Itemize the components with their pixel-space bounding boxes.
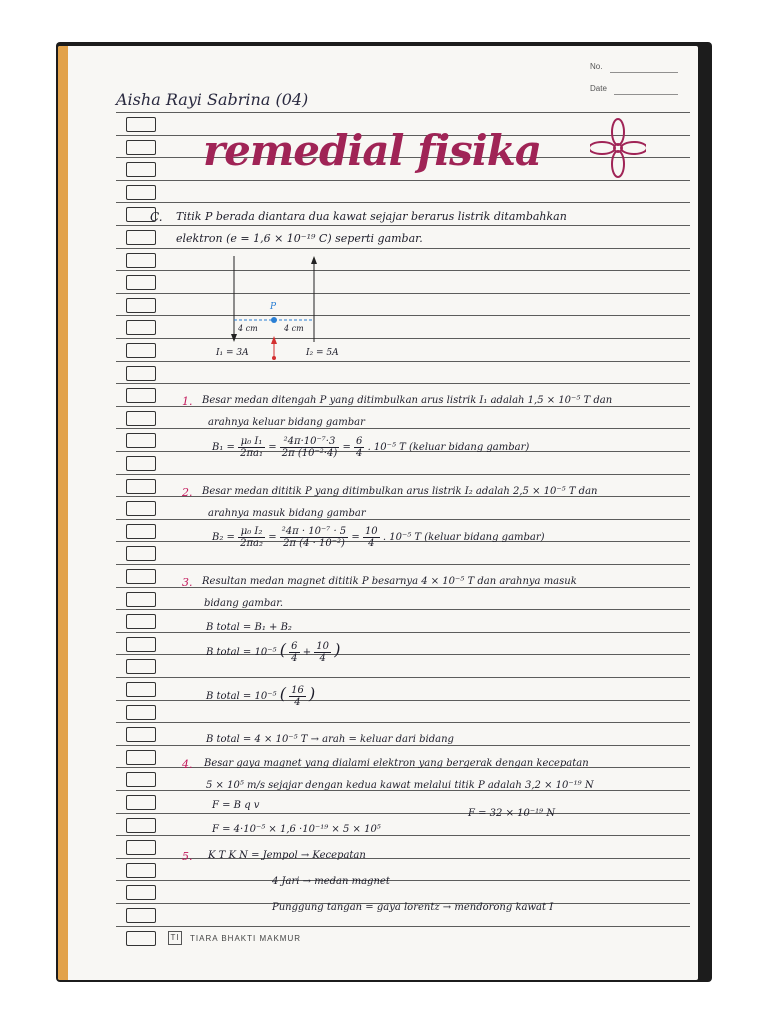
flower-doodle-icon	[590, 118, 646, 178]
page-binding-edge	[58, 46, 68, 980]
margin-box	[126, 433, 156, 448]
distance-left-label: 4 cm	[238, 324, 258, 333]
margin-box	[126, 772, 156, 787]
brand-logo-icon: TI	[168, 931, 182, 945]
eq-fraction	[238, 526, 265, 549]
ruled-line	[116, 677, 690, 678]
question-line-1: Titik P berada diantara dua kawat sejajar berarus listrik ditambahkan	[176, 210, 567, 223]
item-2-equation	[212, 526, 545, 549]
ruled-line	[116, 428, 690, 429]
item-3-line-1: B total = B₁ + B₂	[206, 622, 292, 633]
margin-box	[126, 524, 156, 539]
item-1-text-1: Besar medan ditengah P yang ditimbulkan arus listrik I₁ adalah 1,5 × 10⁻⁵ T dan	[202, 395, 613, 406]
margin-box	[126, 253, 156, 268]
ruled-line	[116, 835, 690, 836]
item-4-line-2: F = 4·10⁻⁵ × 1,6 ·10⁻¹⁹ × 5 × 10⁵	[212, 824, 381, 835]
item-2-text-2: arahnya masuk bidang gambar	[208, 508, 366, 519]
eq-lhs: B total = 10⁻⁵	[206, 647, 277, 658]
ruled-line	[116, 225, 690, 226]
page-title: remedial fisika	[203, 126, 542, 175]
ruled-line	[116, 519, 690, 520]
eq-numerator: μ₀ I₂	[238, 526, 265, 538]
eq-numerator: ²4π · 10⁻⁷ · 5	[281, 526, 347, 537]
item-5-number: 5.	[182, 850, 193, 863]
ruled-line	[116, 180, 690, 181]
margin-box	[126, 727, 156, 742]
date-line	[614, 94, 678, 95]
eq-numerator: 6	[356, 436, 363, 447]
margin-box	[126, 366, 156, 381]
item-1-equation	[212, 436, 529, 459]
eq-fraction	[314, 641, 331, 664]
eq-denominator: 4	[356, 448, 363, 459]
margin-box	[126, 546, 156, 561]
eq-denominator: 2π (10⁻²·4)	[281, 448, 338, 459]
eq-lhs: B₂ =	[212, 532, 235, 543]
ruled-line	[116, 564, 690, 565]
item-1-number: 1.	[182, 395, 193, 408]
margin-box	[126, 750, 156, 765]
item-4-result: F = 32 × 10⁻¹⁹ N	[468, 808, 556, 819]
margin-box	[126, 840, 156, 855]
brand-name: TIARA BHAKTI MAKMUR	[190, 933, 302, 943]
item-4-text-1: Besar gaya magnet yang dialami elektron yang bergerak dengan kecepatan	[204, 758, 589, 769]
question-line-2: elektron (e = 1,6 × 10⁻¹⁹ C) seperti gambar.	[176, 232, 423, 245]
margin-box	[126, 931, 156, 946]
item-3-number: 3.	[182, 576, 193, 589]
notebook-footer	[168, 931, 301, 945]
margin-box	[126, 298, 156, 313]
eq-numerator: 16	[291, 685, 304, 696]
ruled-line	[116, 858, 690, 859]
margin-box	[126, 705, 156, 720]
item-4-number: 4.	[182, 758, 193, 771]
paren-open: (	[279, 684, 286, 703]
eq-numerator: μ₀ I₁	[238, 436, 265, 448]
eq-equals: =	[342, 442, 351, 453]
ruled-line	[116, 609, 690, 610]
notebook-page	[58, 46, 698, 980]
eq-numerator: 6	[291, 641, 298, 652]
eq-fraction	[289, 641, 299, 664]
ruled-line	[116, 202, 690, 203]
eq-fraction	[289, 685, 306, 708]
eq-fraction	[363, 526, 380, 549]
margin-box	[126, 320, 156, 335]
eq-lhs: B total = 10⁻⁵	[206, 691, 277, 702]
margin-box	[126, 637, 156, 652]
eq-fraction	[354, 436, 364, 459]
distance-right-label: 4 cm	[284, 324, 304, 333]
margin-box	[126, 343, 156, 358]
eq-tail: . 10⁻⁵ T (keluar bidang gambar)	[382, 532, 545, 543]
item-5-line-3: Punggung tangan = gaya lorentz → mendorong kawat I	[272, 902, 554, 913]
item-4-line-1: F = B q v	[212, 800, 260, 811]
ruled-line	[116, 926, 690, 927]
ruled-line	[116, 880, 690, 881]
ruled-line	[116, 632, 690, 633]
ruled-line	[116, 474, 690, 475]
margin-box	[126, 569, 156, 584]
margin-box	[126, 885, 156, 900]
eq-lhs: B₁ =	[212, 442, 235, 453]
eq-denominator: 2πa₂	[240, 538, 264, 549]
eq-plus: +	[302, 647, 312, 658]
item-2-text-1: Besar medan dititik P yang ditimbulkan arus listrik I₂ adalah 2,5 × 10⁻⁵ T dan	[202, 486, 598, 497]
margin-box	[126, 863, 156, 878]
ruled-line	[116, 722, 690, 723]
item-3-line-3	[206, 684, 315, 708]
margin-box	[126, 682, 156, 697]
current-2-label: I₂ = 5A	[306, 348, 339, 358]
eq-denominator: 2π (4 · 10⁻²)	[283, 538, 345, 549]
paren-close: )	[334, 640, 341, 659]
item-3-text-2: bidang gambar.	[204, 598, 284, 609]
eq-denominator: 2πa₁	[240, 448, 264, 459]
ruled-line	[116, 700, 690, 701]
margin-box	[126, 501, 156, 516]
margin-box	[126, 908, 156, 923]
eq-tail: . 10⁻⁵ T (keluar bidang gambar)	[367, 442, 530, 453]
eq-denominator: 4	[294, 697, 301, 708]
eq-equals: =	[351, 532, 360, 543]
margin-box	[126, 275, 156, 290]
margin-box	[126, 411, 156, 426]
margin-box	[126, 388, 156, 403]
eq-fraction	[280, 436, 339, 459]
eq-fraction	[280, 526, 348, 549]
ruled-line	[116, 383, 690, 384]
question-letter: C.	[150, 210, 163, 224]
margin-box	[126, 456, 156, 471]
eq-equals: =	[268, 442, 277, 453]
eq-equals: =	[268, 532, 277, 543]
margin-box	[126, 117, 156, 132]
item-4-text-2: 5 × 10⁵ m/s sejajar dengan kedua kawat melalui titik P adalah 3,2 × 10⁻¹⁹ N	[206, 780, 594, 791]
item-5-line-2: 4 Jari → medan magnet	[272, 876, 390, 887]
item-3-text-1: Resultan medan magnet dititik P besarnya 4 × 10⁻⁵ T dan arahnya masuk	[202, 576, 577, 587]
margin-box	[126, 162, 156, 177]
item-5-line-1: K T K N = Jempol → Kecepatan	[208, 850, 366, 861]
eq-numerator: 10	[316, 641, 329, 652]
paren-open: (	[279, 640, 286, 659]
margin-box	[126, 230, 156, 245]
date-label: Date	[590, 84, 607, 93]
eq-denominator: 4	[291, 653, 298, 664]
eq-fraction	[238, 436, 265, 459]
eq-denominator: 4	[368, 538, 375, 549]
ruled-line	[116, 654, 690, 655]
margin-box	[126, 185, 156, 200]
margin-box	[126, 140, 156, 155]
eq-numerator: 10	[364, 526, 378, 537]
margin-box	[126, 614, 156, 629]
margin-box	[126, 592, 156, 607]
ruled-line	[116, 112, 690, 113]
eq-numerator: ²4π·10⁻⁷·3	[280, 436, 339, 448]
ruled-line	[116, 248, 690, 249]
paren-close: )	[309, 684, 316, 703]
margin-box	[126, 818, 156, 833]
no-line	[610, 72, 678, 73]
margin-box	[126, 659, 156, 674]
margin-box	[126, 795, 156, 810]
item-3-line-4: B total = 4 × 10⁻⁵ T → arah = keluar dari bidang	[206, 734, 454, 745]
item-3-line-2	[206, 640, 340, 664]
point-p-label: P	[270, 302, 277, 312]
ruled-line	[116, 813, 690, 814]
current-1-label: I₁ = 3A	[216, 348, 249, 358]
item-2-number: 2.	[182, 486, 193, 499]
margin-box	[126, 479, 156, 494]
eq-denominator: 4	[319, 653, 326, 664]
owner-name: Aisha Rayi Sabrina (04)	[116, 90, 309, 109]
item-1-text-2: arahnya keluar bidang gambar	[208, 417, 365, 428]
no-label: No.	[590, 62, 603, 71]
